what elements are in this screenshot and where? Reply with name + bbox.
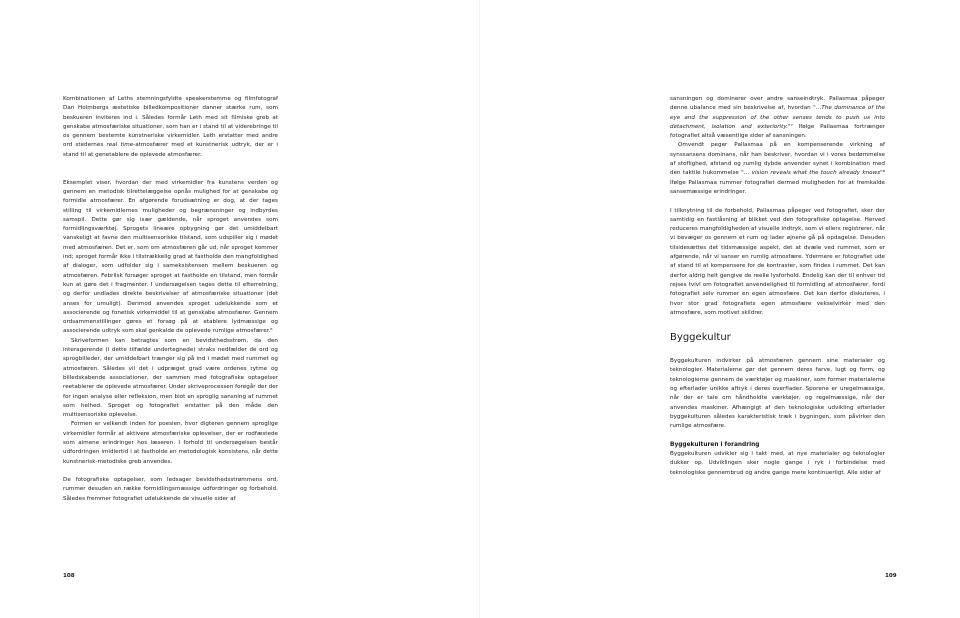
paragraph: De fotografiske optagelser, som ledsager bevidsthedsstrømmens ord, rummer desuden en række formidlingsmæssige udfordringer og forbehold. Således fremmer fotografiet udelukkende de visuelle sider af [63, 477, 278, 502]
paragraph [670, 95, 885, 141]
subsection-heading: Byggekulturen i forandring [670, 441, 760, 448]
page-number-left: 108 [63, 573, 75, 579]
paragraph: Skriveformen kan betragtes som en bevidsthedsstrøm, da den interagerende (i dette tilfælde undertegnede) straks nedfælder de ord og sprogbilleder, der umiddelbart trænger sig på ind i mødet med rummet og atmosfæren. Således vil det i udpræget grad være ordenes rytme og billedskabende associationer, der sammen med fotografiske optagelser reetablerer de oplevede atmosfærer. Under skriveprocessen foregår der der for ingen analyse eller refleksion, men blot en sproglig sansning af rummet som helhed. Sproget og fotografiet erstatter på den måde den multisensoriske oplevelse. [63, 337, 278, 419]
right-page [480, 0, 960, 618]
quote-italic: The dominance of the eye and the suppression of the other senses tends to push us into detachment, isolation and exteriority. [670, 105, 885, 130]
paragraph-text: "⁷ Ifølge Pallasmaa fortrænger fotografiet altså væsentlige sider af sansningen. [670, 123, 885, 140]
paragraph: Byggekulturen udvikler sig i takt med, at nye materialer og teknologier dukker op. Udviklingen sker nogle gange i ryk i forbindelse med teknologiske gennembrud og andre gange mere kontinuerligt. Alle sider af [670, 451, 885, 476]
paragraph: Formen er velkendt inden for poesien, hvor digteren gennem sproglige virkemidler formår at aktivere atmosfæriske oplevelser, der er rodfæstede som almene erindringer hos læseren. I forhold til undersøgelsen består udfordringen imidlertid i at fastholde en metodologisk konsistens, når dette kunstnerisk-metodiske greb anvendes. [63, 421, 278, 465]
left-text-column [63, 95, 278, 513]
paragraph [670, 141, 885, 197]
paragraph [63, 95, 278, 160]
paragraph: Byggekulturen indvirker på atmosfæren gennem sine materialer og teknologier. Materialerne gør det gennem deres farve, lugt og form, og teknologierne gennem de værktøjer og maskiner, som former materialerne og efterlader unikke aftryk i deres overflader. Sporene er uregelmæssige, når der er tale om håndholdte værktøjer, og regelmæssige, når der anvendes maskiner. Afhængigt af den teknologiske udvikling efterlader byggekulturen således karakteristisk træk i bygningen, som påvirker den rumlige atmosfære. [670, 358, 885, 430]
italic-term: real time [106, 142, 134, 149]
paragraph-text: sansningen og dominerer over andre sanseindtryk. Pallasmaa påpeger denne ubalance med sin beskrivelse af, hvordan "… [670, 96, 885, 112]
paragraph-text: "⁸ Ifølge Pallasmaa rummer fotografiet dermed muligheden for at fremkalde sansemæssige erindringer. [670, 170, 885, 195]
section-heading: Byggekultur [670, 332, 731, 344]
paragraph: I tilknytning til de forbehold, Pallasmaa påpeger ved fotografiet, sker der samtidig en fastlåsning af blikket ved den fotografiske optagelse. Herved reduceres mangfoldigheden af visuelle indtryk, som vi ellers registrerer, når vi bevæger os gennem et rum og lader øjnene gå på opdagelse. Desuden tilsidesættes det tidsmæssige aspekt, det at dvæle ved rummet, som er afgørende, når vi sanser en rumlig atmosfære. Ydermere er fotografiet ude af stand til at kompensere for de kontraster, som findes i rummet. Det kan derfor aldrig helt gengive de reelle lysforhold. Endelig kan der til enhver tid rejses tvivl om fotografiet anvendelighed til formidling af atmosfærer, fordi fotografiet selv rummer en egen atmosfære. Det kan derfor diskuteres, i hvor stor grad fotografiets egen atmosfære vekselvirker med den atmosfære, som motivet skildrer. [670, 207, 885, 316]
paragraph-text: Kombinationen af Leths stemningsfyldte speakerstemme og filmfotograf Dan Holmbergs æstetiske billedkompositioner danner stærke rum, som beskueren inviteres ind i. Således formår Leth med sit filmiske greb at genskabe atmosfæriske situationer, som han er i stand til at viderebringe til os gennem bestemte kunstneriske virkemidler. Leth erstatter med andre ord stedernes [63, 96, 278, 149]
page-number-right: 109 [885, 573, 897, 579]
paragraph-text: Omvendt peger Pallasmaa på en kompenserende virkning af synssansens dominans, når han beskriver, hvordan vi i vores bedømmelse af stoflighed, afstand og rumlig dybde anvender synet i kombination med den taktile hukommelse "… [670, 142, 885, 177]
quote-italic: vision reveals what the touch already knows [751, 170, 881, 177]
right-text-column [670, 95, 885, 487]
paragraph-text: -atmosfærer med et kunstnerisk udtryk, der er i stand til at genetablere de oplevede atmosfærer. [63, 142, 278, 158]
paragraph: Eksemplet viser, hvordan der med virkemidler fra kunstens verden og gennem en metodisk tilrettelæggelse opnås mulighed for at genskabe og formidle atmosfærer. En afgørende forudsætning er dog, at der tages stilling til virkemidlernes muligheder og begrænsninger og indbyrdes samspil. Dette gør sig især gældende, når sproget anvendes som formidlingsværktøj. Sprogets lineære opbygning gør det umiddelbart vanskeligt at favne den multisensoriske tilstand, som udspiller sig i mødet med atmosfæren. Det er, som om atmosfæren går ud, når sproget kommer ind; sproget formår ikke i tilstrækkelig grad at fastholde den mangfoldighed af dialoger, som udfolder sig i sameksistensen mellem beskueren og atmosfæren. Febrilsk forsøger sproget at fastholde en tilstand, men formår kun at gøre det i fragmenter. I undersøgelsen tages dette til efterretning, og derfor undlades direkte beskrivelser af atmosfæriske situationer (det anses for umuligt). Derimod anvendes sproget udelukkende som et associerende og fonetisk virkemiddel til at genskabe atmosfærer. Gennem ordsammenstillinger gøres et forsøg på at etablere lydmæssige og associerende udtryk som skal genkalde de oplevede rumlige atmosfærer.⁶ [63, 179, 278, 335]
